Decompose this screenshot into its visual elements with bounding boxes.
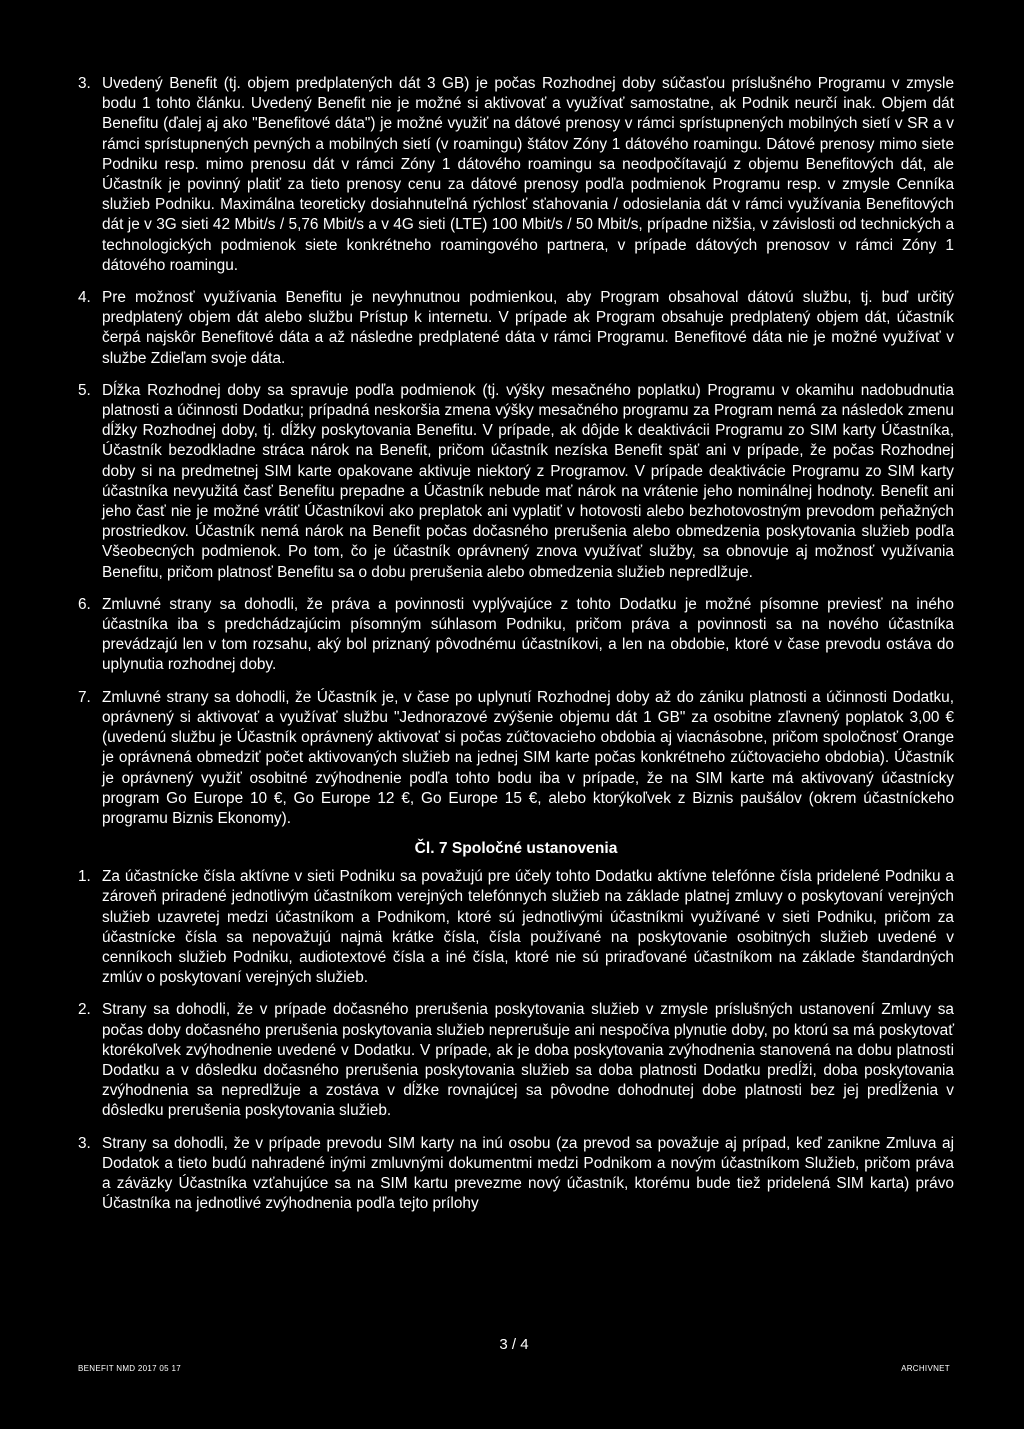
item-number: 3. xyxy=(78,1134,91,1152)
item-number: 1. xyxy=(78,868,91,886)
item-number: 7. xyxy=(78,688,91,706)
item-text: Strany sa dohodli, že v prípade prevodu SIM karty na inú osobu (za prevod sa považuje aj prípad, keď zanikne Zmluva aj Dodatok a tieto budú nahradené inými zmluvnými dokumentmi medzi Podnikom a novým účastníkom Služieb, pričom práva a záväzky Účastníka vzťahujúce sa na SIM kartu prevezme nový účastník, ktorému bude tiež pridelená SIM karta) právo Účastníka na jednotlivé zvýhodnenia podľa tejto prílohy xyxy=(102,1134,954,1213)
item-number: 2. xyxy=(78,1001,91,1019)
item-text: Zmluvné strany sa dohodli, že Účastník je, v čase po uplynutí Rozhodnej doby až do zániku platnosti a účinnosti Dodatku, oprávnený si aktivovať a využívať službu "Jednorazové zvýšenie objemu dát 1 GB" za osobitne zľavnený poplatok 3,00 € (uvedenú službu je Účastník oprávnený aktivovať si počas zúčtovacieho obdobia aj viacnásobne, pričom spoločnosť Orange je oprávnená obmedziť počet aktivovaných služieb na jednej SIM karte počas konkrétneho zúčtovacieho obdobia). Účastník je oprávnený využiť osobitné zvýhodnenie podľa tohto bodu iba v prípade, že na SIM karte má aktivovaný účastnícky program Go Europe 10 €, Go Europe 12 €, Go Europe 15 €, alebo ktorýkoľvek z Biznis paušálov (okrem účastníckeho programu Biznis Ekonomy). xyxy=(102,688,954,827)
list-item xyxy=(78,288,954,369)
item-text: Za účastnícke čísla aktívne v sieti Podniku sa považujú pre účely tohto Dodatku aktívne telefónne čísla pridelené Podniku a zároveň priradené jednotlivým účastníkom verejných telefónnych služieb na základe platnej zmluvy o poskytovaní verejných služieb uzavretej medzi účastníkom a Podnikom, ktoré sú jednotlivými účastníkmi využívané v sieti Podniku, pričom za účastnícke čísla sa nepovažujú najmä krátke čísla, čísla používané na poskytovanie osobitných služieb uvedené v cenníkoch služieb Podniku, audiotextové čísla a iné čísla, ktoré nie sú priraďované účastníkom na základe štandardných zmlúv o poskytovaní verejných služieb. xyxy=(102,868,954,987)
document-page xyxy=(78,74,954,1214)
section-7-items xyxy=(78,867,954,1214)
list-item xyxy=(78,381,954,583)
item-number: 5. xyxy=(78,381,91,399)
item-text: Uvedený Benefit (tj. objem predplatených dát 3 GB) je počas Rozhodnej doby súčasťou príslušného Programu v zmysle bodu 1 tohto článku. Uvedený Benefit nie je možné si aktivovať a využívať samostatne, ak Podnik neurčí inak. Objem dát Benefitu (ďalej aj ako "Benefitové dáta") je možné využiť na dátové prenosy v rámci sprístupnených mobilných sietí v SR a v rámci sprístupnených pevných a mobilných sietí (v roamingu) štátov Zóny 1 dátového roamingu. Dátové prenosy mimo siete Podniku resp. mimo prenosu dát v rámci Zóny 1 dátového roamingu sa neodpočítavajú z objemu Benefitových dát, ale Účastník je povinný platiť za tieto prenosy cenu za dátové prenosy podľa podmienok Programu resp. v zmysle Cenníka služieb Podniku. Maximálna teoreticky dosiahnuteľná rýchlosť sťahovania / odosielania dát v rámci využívania Benefitových dát je v 3G sieti 42 Mbit/s / 5,76 Mbit/s a v 4G sieti (LTE) 100 Mbit/s / 50 Mbit/s, prípadne nižšia, v závislosti od technických a technologických podmienok siete konkrétneho roamingového partnera, v prípade dátových prenosov v rámci Zóny 1 dátového roamingu. xyxy=(102,75,954,274)
list-item xyxy=(78,74,954,276)
archive-label: ARCHIVNET xyxy=(901,1364,950,1373)
item-text: Zmluvné strany sa dohodli, že práva a povinnosti vyplývajúce z tohto Dodatku je možné písomne previesť na iného účastníka iba s predchádzajúcim písomným súhlasom Podniku, pričom práva a povinnosti sa na nového účastníka prevádzajú len v tom rozsahu, aký bol priznaný pôvodnému účastníkovi, a len na obdobie, ktoré v čase prevodu ostáva do uplynutia rozhodnej doby. xyxy=(102,595,954,674)
list-item xyxy=(78,867,954,988)
page-number: 3 / 4 xyxy=(499,1336,529,1353)
item-text: Dĺžka Rozhodnej doby sa spravuje podľa podmienok (tj. výšky mesačného poplatku) Programu v okamihu nadobudnutia platnosti a účinnosti Dodatku; prípadná neskoršia zmena výšky mesačného programu za Program nemá za následok zmenu dĺžky Rozhodnej doby, tj. dĺžky poskytovania Benefitu. V prípade, ak dôjde k deaktivácii Programu zo SIM karty Účastníka, Účastník bezodkladne stráca nárok na Benefit, pričom účastník nezíska Benefit späť ani v prípade, že počas Rozhodnej doby si na predmetnej SIM karte opakovane aktivuje niektorý z Programov. V prípade deaktivácie Programu zo SIM karty účastníka nevyužitá časť Benefitu prepadne a Účastník nebude mať nárok na vrátenie jeho nominálnej hodnoty. Benefit ani jeho časť nie je možné vrátiť Účastníkovi ako preplatok ani vyplatiť v hotovosti alebo bezhotovostným prevodom peňažných prostriedkov. Účastník nemá nárok na Benefit počas dočasného prerušenia alebo obmedzenia poskytovania služieb podľa Všeobecných podmienok. Po tom, čo je účastník oprávnený znova využívať služby, sa obnovuje aj možnosť využívania Benefitu, pričom platnosť Benefitu sa o dobu prerušenia alebo obmedzenia služieb nepredlžuje. xyxy=(102,381,954,581)
section-6-items xyxy=(78,74,954,829)
list-item xyxy=(78,688,954,829)
item-text: Pre možnosť využívania Benefitu je nevyhnutnou podmienkou, aby Program obsahoval dátovú službu, tj. buď určitý predplatený objem dát alebo službu Prístup k internetu. V prípade ak Program obsahuje predplatený objem dát, účastník čerpá najskôr Benefitové dáta a až následne predplatené dáta v rámci Programu. Benefitové dáta nie je možné využívať v službe Zdieľam svoje dáta. xyxy=(102,289,954,367)
document-code: BENEFIT NMD 2017 05 17 xyxy=(78,1364,181,1373)
section-heading: Čl. 7 Spoločné ustanovenia xyxy=(414,840,618,858)
list-item xyxy=(78,1000,954,1121)
item-number: 6. xyxy=(78,595,91,613)
item-number: 4. xyxy=(78,289,91,307)
item-number: 3. xyxy=(78,75,91,92)
list-item xyxy=(78,1134,954,1215)
item-text: Strany sa dohodli, že v prípade dočasného prerušenia poskytovania služieb v zmysle príslušných ustanovení Zmluvy sa počas doby dočasného prerušenia poskytovania služieb neprerušuje ani nespočíva plynutie doby, po ktorú sa má poskytovať ktorékoľvek zvýhodnenie uvedené v Dodatku. V prípade, ak je doba poskytovania zvýhodnenia stanovená na dobu platnosti Dodatku a v dôsledku dočasného prerušenia poskytovania služieb sa doba platnosti Dodatku predĺži, doba poskytovania zvýhodnenia sa nepredlžuje a zostáva v dĺžke rovnajúcej sa pôvodne dohodnutej dobe platnosti bez jej predĺženia v dôsledku prerušenia poskytovania služieb. xyxy=(102,1001,954,1120)
list-item xyxy=(78,595,954,676)
